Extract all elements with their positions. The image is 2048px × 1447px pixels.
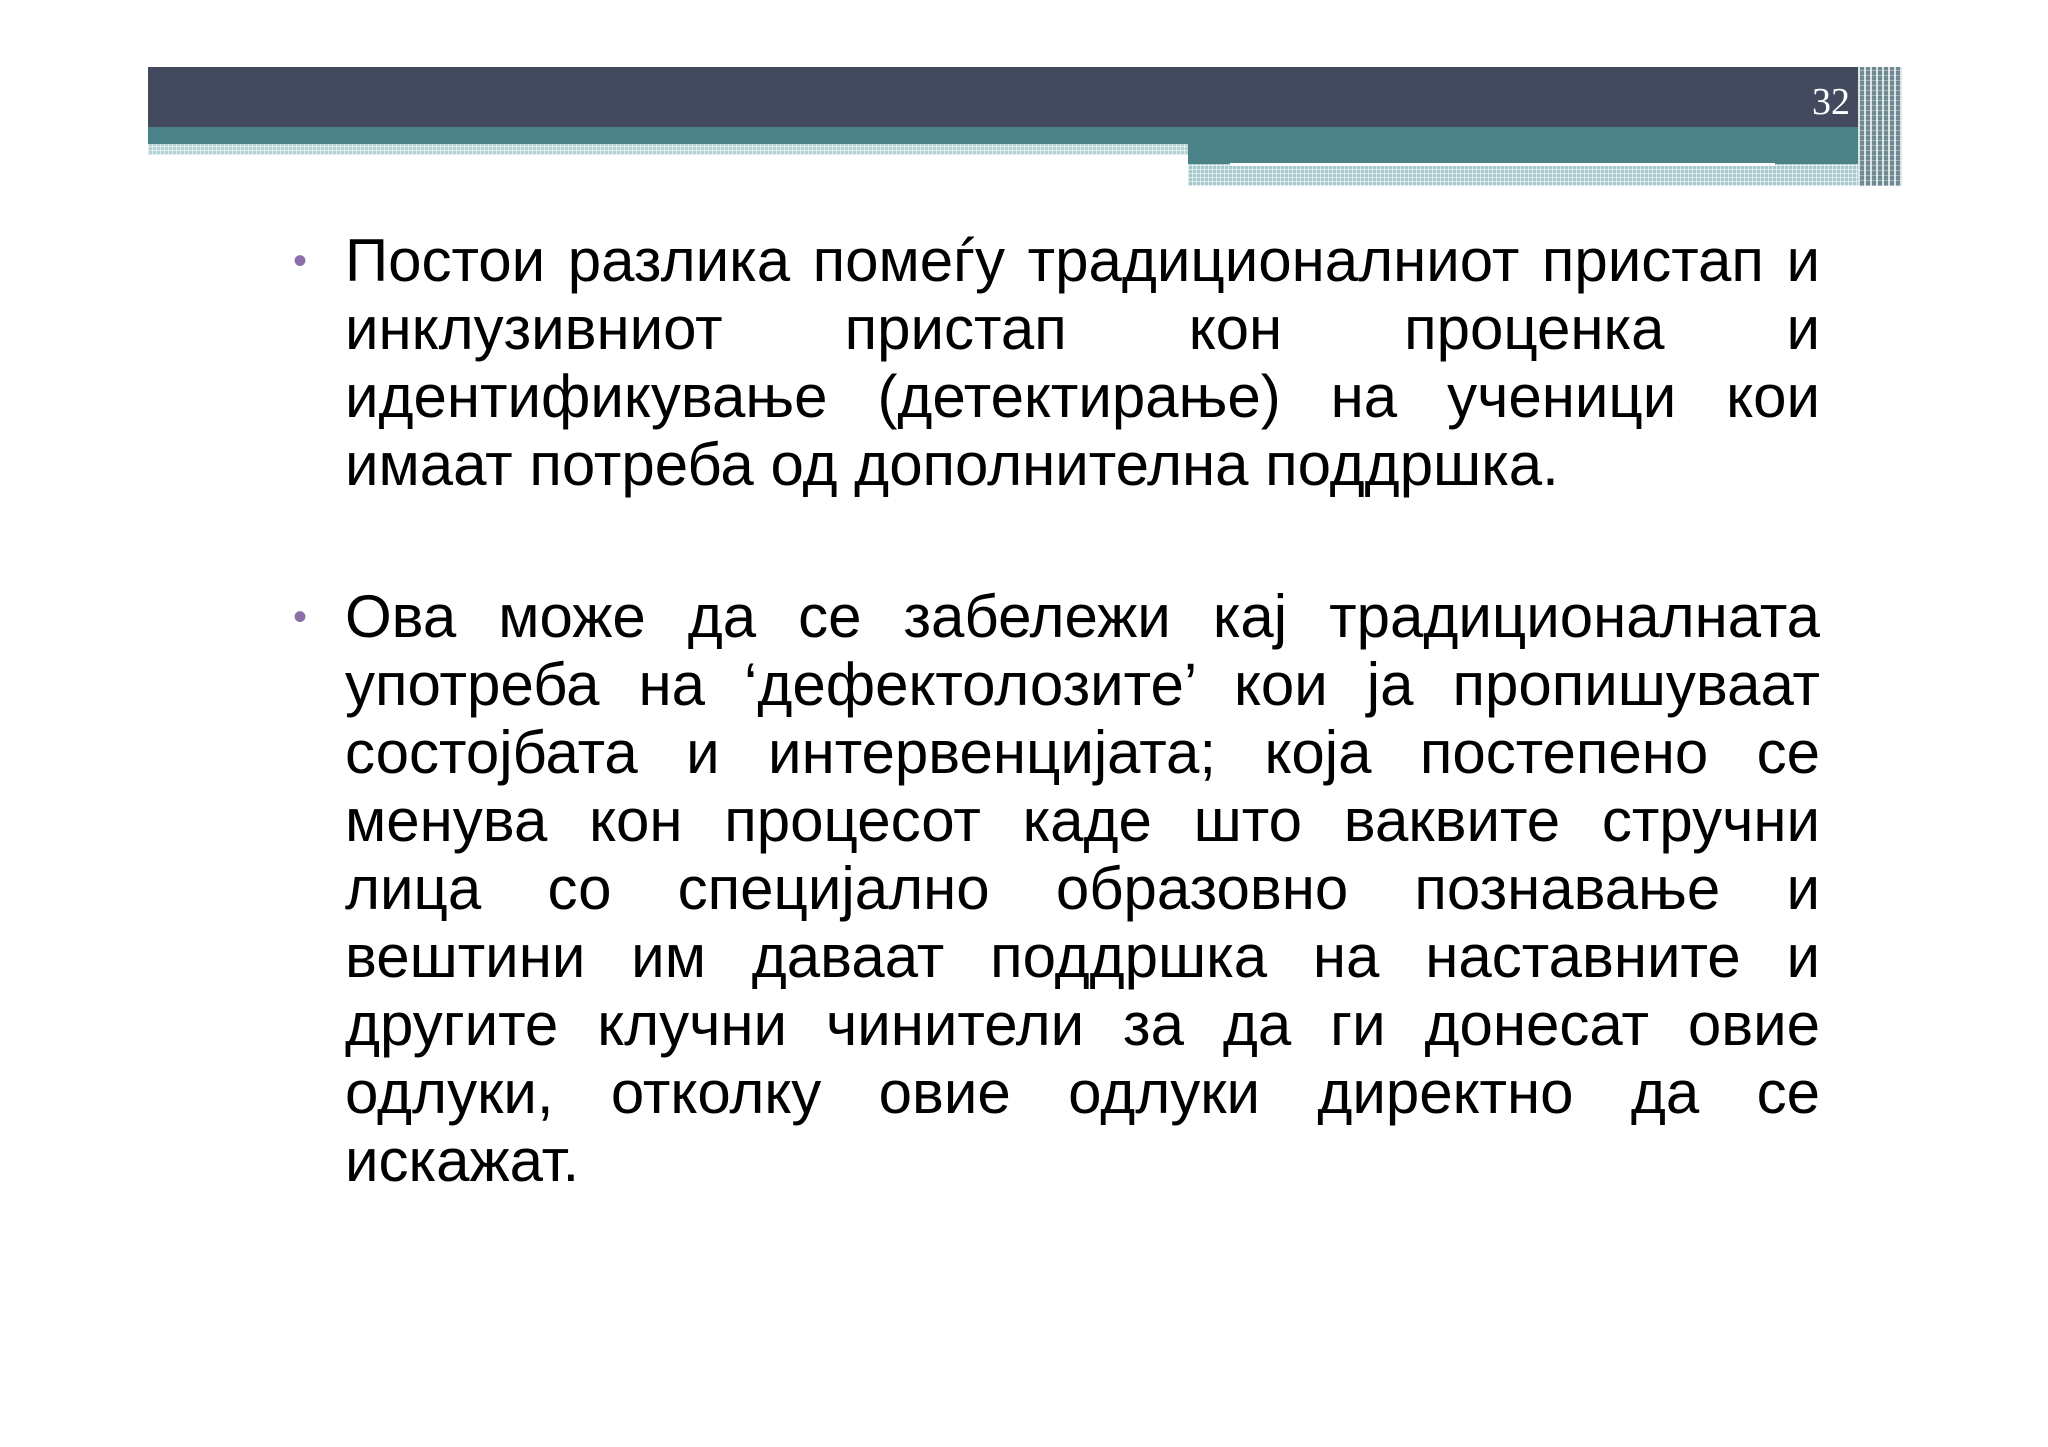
header-teal-bar <box>148 127 1898 144</box>
header-checker-strip <box>148 144 1188 155</box>
page-number: 32 <box>1812 81 1850 123</box>
header-checker-strip-right <box>1188 164 1898 186</box>
header-grid-decoration <box>1858 67 1902 186</box>
header-teal-bar-right <box>1188 144 1898 164</box>
bullet-item <box>290 583 1820 1195</box>
slide-content <box>290 227 1820 1279</box>
bullet-icon: • <box>293 595 308 639</box>
bullet-item <box>290 227 1820 499</box>
header-dark-bar <box>148 67 1898 127</box>
bullet-text: Постои разлика помеѓу традиционалниот пристап и инклузивниот пристап кон проценка и идентификување (детектирање) на ученици кои имаат потреба од дополнителна поддршка. <box>345 227 1820 498</box>
bullet-text: Ова може да се забележи кај традиционалната употреба на ‘дефектолозите’ кои ја пропишуваат состојбата и интервенцијата; која постепено се менува кон процесот каде што ваквите стручни лица со специјално образовно познавање и вештини им даваат поддршка на наставните и другите клучни чинители за да ги донесат овие одлуки, отколку овие одлуки директно да се искажат. <box>345 583 1820 1194</box>
header-white-line <box>1230 163 1775 166</box>
bullet-icon: • <box>293 239 308 283</box>
